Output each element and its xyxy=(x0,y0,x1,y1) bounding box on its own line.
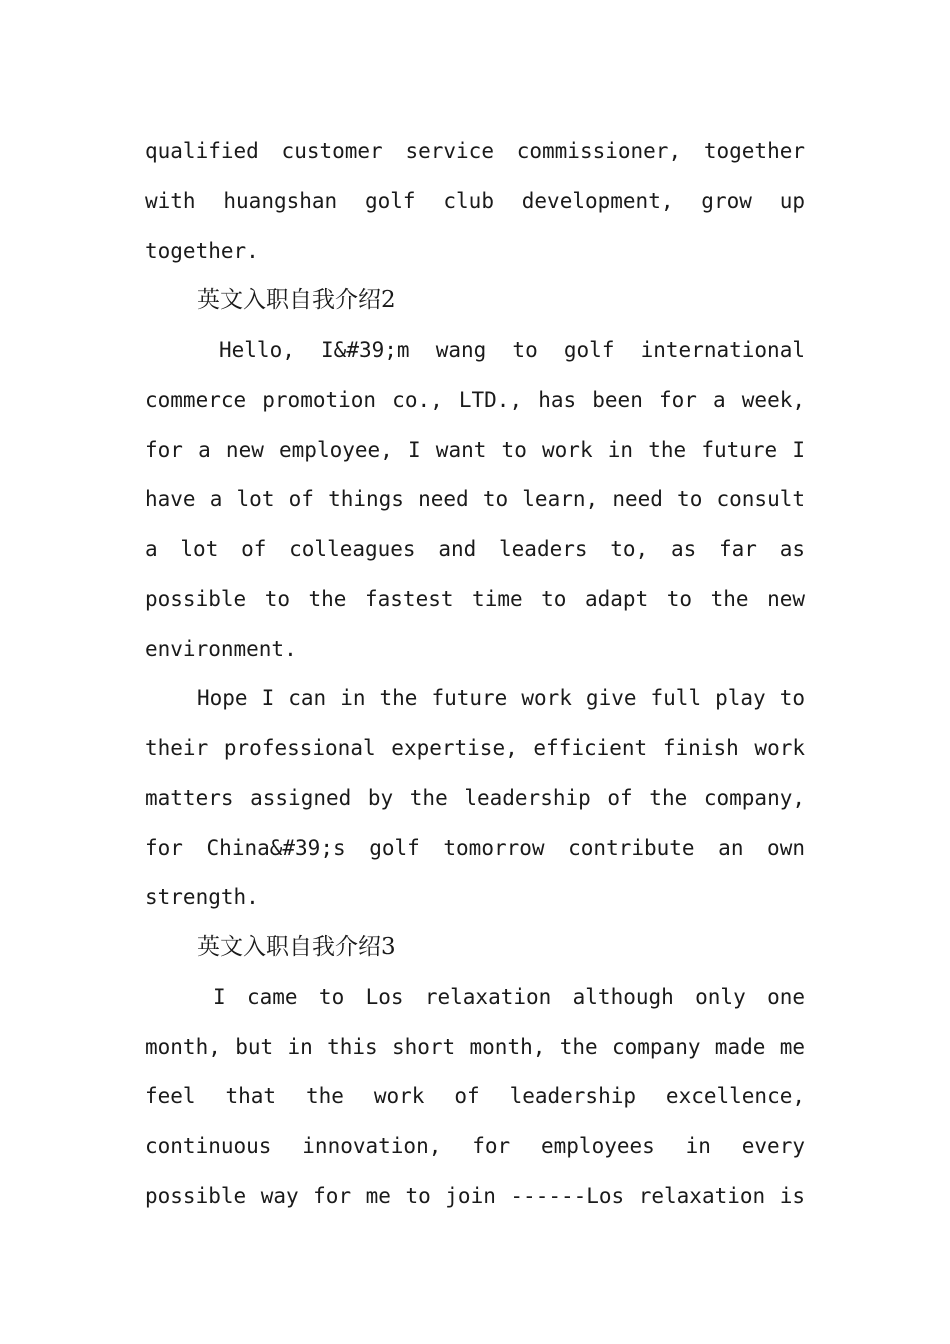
body-line: month, but in this short month, the company made me xyxy=(145,1035,805,1059)
body-line: for a new employee, I want to work in the future I xyxy=(145,438,805,462)
body-line: I came to Los relaxation although only one xyxy=(213,985,805,1009)
body-line: feel that the work of leadership excellence, xyxy=(145,1084,805,1108)
body-line: for China&#39;s golf tomorrow contribute an own xyxy=(145,836,805,860)
body-line: strength. xyxy=(145,885,259,909)
body-line: together. xyxy=(145,239,259,263)
body-line: matters assigned by the leadership of the company, xyxy=(145,786,805,810)
body-line: continuous innovation, for employees in every xyxy=(145,1134,805,1158)
section-heading-3: 英文入职自我介绍3 xyxy=(197,934,396,960)
body-line: Hello, I&#39;m wang to golf international xyxy=(219,338,805,362)
body-line: with huangshan golf club development, grow up xyxy=(145,189,805,213)
body-line: have a lot of things need to learn, need to consult xyxy=(145,487,805,511)
section-heading-2: 英文入职自我介绍2 xyxy=(197,287,396,313)
body-line: Hope I can in the future work give full play to xyxy=(197,686,805,710)
body-line: environment. xyxy=(145,637,297,661)
body-line: possible to the fastest time to adapt to the new xyxy=(145,587,805,611)
body-line: possible way for me to join ------Los relaxation is xyxy=(145,1184,805,1208)
body-line: qualified customer service commissioner, together xyxy=(145,139,805,163)
body-line: a lot of colleagues and leaders to, as far as xyxy=(145,537,805,561)
body-line: commerce promotion co., LTD., has been for a week, xyxy=(145,388,805,412)
body-line: their professional expertise, efficient finish work xyxy=(145,736,805,760)
